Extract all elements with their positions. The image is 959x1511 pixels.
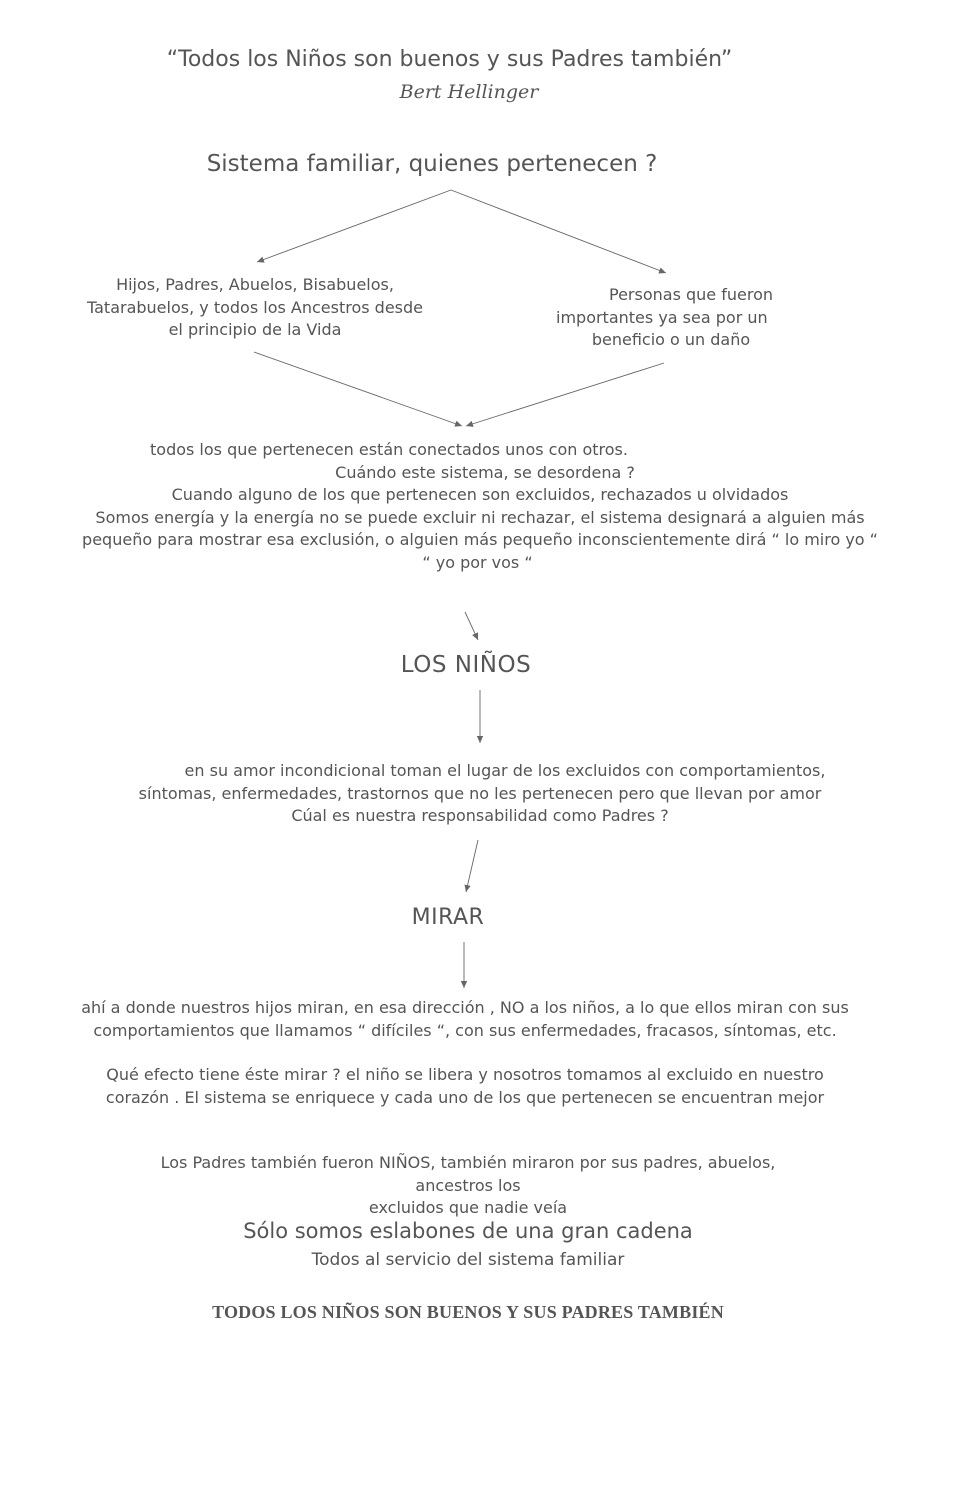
quote-title: “Todos los Niños son buenos y sus Padres también” (166, 47, 733, 72)
page-heading: Sistema familiar, quienes pertenecen ? (206, 151, 658, 177)
arrow-left-to-connection (254, 352, 462, 426)
connection-line: Cuándo este sistema, se desordena ? (335, 462, 635, 482)
connection-line: pequeño para mostrar esa exclusión, o alguien más pequeño inconscientemente dirá “ lo miro yo “ (82, 530, 878, 549)
padres-line: Los Padres también fueron NIÑOS, también miraron por sus padres, abuelos, (160, 1153, 776, 1172)
mirar-heading: MIRAR (411, 905, 485, 930)
quote-author: Bert Hellinger (399, 81, 539, 103)
ninos-text (80, 760, 880, 828)
right-group-line: Personas que fueron (609, 285, 773, 304)
mirar-text (20, 997, 910, 1042)
eslabones-line: Sólo somos eslabones de una gran cadena (243, 1219, 693, 1243)
padres-line: ancestros los (415, 1175, 521, 1195)
efecto-text (20, 1064, 910, 1109)
ninos-heading: LOS NIÑOS (400, 652, 532, 678)
arrow-to-right-group (451, 190, 666, 273)
connection-line: Cuando alguno de los que pertenecen son excluidos, rechazados u olvidados (171, 485, 789, 504)
ninos-line: Cúal es nuestra responsabilidad como Padres ? (291, 806, 669, 825)
connection-line: Somos energía y la energía no se puede excluir ni rechazar, el sistema designará a alguien más (95, 507, 865, 527)
connection-line: todos los que pertenecen están conectados unos con otros. (150, 440, 628, 459)
connection-line: “ yo por vos “ (422, 552, 533, 572)
closing-statement: TODOS LOS NIÑOS SON BUENOS Y SUS PADRES TAMBIÉN (212, 1302, 724, 1322)
efecto-line: Qué efecto tiene éste mirar ? el niño se libera y nosotros tomamos al excluido en nuestro (106, 1065, 824, 1084)
ninos-line: en su amor incondicional toman el lugar de los excluidos con comportamientos, (184, 761, 826, 780)
mirar-line: ahí a donde nuestros hijos miran, en esa dirección , NO a los niños, a lo que ellos miran con sus (81, 998, 849, 1017)
servicio-line: Todos al servicio del sistema familiar (311, 1250, 625, 1270)
ninos-line: síntomas, enfermedades, trastornos que no les pertenecen pero que llevan por amor (138, 783, 822, 803)
mirar-line: comportamientos que llamamos “ difíciles “, con sus enfermedades, fracasos, síntomas, etc. (93, 1020, 837, 1040)
left-group-line: el principio de la Vida (168, 320, 342, 339)
left-group-line: Hijos, Padres, Abuelos, Bisabuelos, (116, 275, 394, 294)
efecto-line: corazón . El sistema se enriquece y cada uno de los que pertenecen se encuentran mejor (105, 1087, 825, 1107)
left-group (40, 274, 470, 342)
arrow-to-ninos (465, 612, 478, 640)
arrow-to-mirar (466, 840, 478, 892)
left-group-line: Tatarabuelos, y todos los Ancestros desde (86, 297, 424, 317)
padres-line: excluidos que nadie veía (368, 1198, 568, 1217)
connection-text (20, 439, 940, 574)
right-group-line: beneficio o un daño (591, 330, 751, 349)
padres-text (68, 1152, 868, 1220)
arrow-right-to-connection (466, 363, 664, 426)
right-group (556, 284, 786, 352)
right-group-line: importantes ya sea por un (556, 307, 768, 327)
arrow-to-left-group (257, 190, 451, 262)
